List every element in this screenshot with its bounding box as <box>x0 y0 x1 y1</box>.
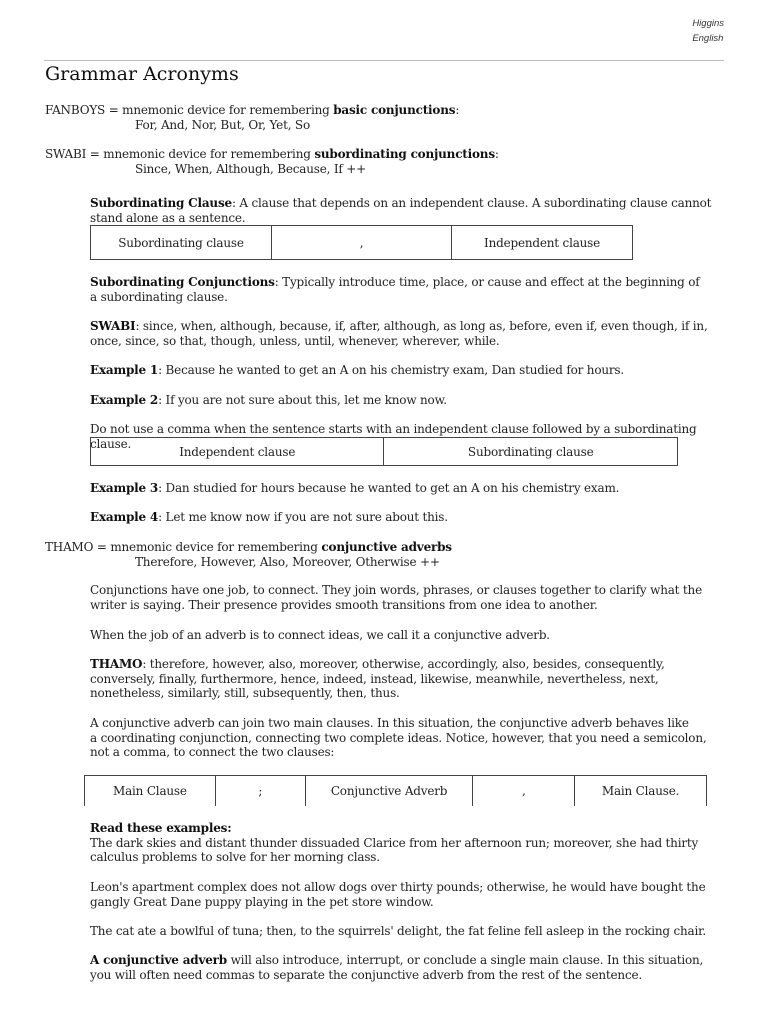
table-cell: , <box>473 776 575 807</box>
example-4: Example 4: Let me know now if you are not sure about this. <box>90 510 448 524</box>
page-title: Grammar Acronyms <box>45 63 239 85</box>
swabi-list: Since, When, Although, Because, If ++ <box>135 161 366 176</box>
clause-table-1 <box>90 225 633 260</box>
thamo-term: THAMO <box>45 540 94 554</box>
swabi-term: SWABI <box>45 147 87 161</box>
subordinating-conjunctions-para: Subordinating Conjunctions: Typically introduce time, place, or cause and effect at the beginning of a subordinating clause. <box>90 275 700 304</box>
example-1: Example 1: Because he wanted to get an A on his chemistry exam, Dan studied for hours. <box>90 363 624 377</box>
thamo-list-para: THAMO: therefore, however, also, moreover, otherwise, accordingly, also, besides, consequently, conversely, finally, furthermore, hence, indeed, instead, likewise, meanwhile, nevertheless, next, nonetheless, similarly, still, subsequently, then, thus. <box>90 657 665 700</box>
table-cell: ; <box>215 776 305 807</box>
subject-name: English <box>692 33 724 44</box>
table-cell: Independent clause <box>452 226 633 260</box>
fanboys-definition: FANBOYS = mnemonic device for remembering basic conjunctions: For, And, Nor, But, Or, Yet, So <box>45 103 725 132</box>
example-2: Example 2: If you are not sure about this, let me know now. <box>90 393 447 407</box>
author-name: Higgins <box>692 18 724 29</box>
table-cell: Main Clause <box>85 776 216 807</box>
adverb-para: When the job of an adverb is to connect ideas, we call it a conjunctive adverb. <box>90 628 550 642</box>
swabi-definition: SWABI = mnemonic device for remembering subordinating conjunctions: Since, When, Although, Because, If ++ <box>45 147 725 176</box>
comma-note: Do not use a comma when the sentence starts with an independent clause followed by a subordinating clause. <box>90 422 697 451</box>
example-3: Example 3: Dan studied for hours because he wanted to get an A on his chemistry exam. <box>90 481 620 495</box>
fanboys-list: For, And, Nor, But, Or, Yet, So <box>135 117 310 132</box>
swabi-list-para: SWABI: since, when, although, because, if, after, although, as long as, before, even if, even though, if in, once, since, so that, though, unless, until, whenever, wherever, while. <box>90 319 708 348</box>
leon-para: Leon's apartment complex does not allow dogs over thirty pounds; otherwise, he would have bought the gangly Great Dane puppy playing in the pet store window. <box>90 880 706 909</box>
fanboys-term: FANBOYS <box>45 103 106 117</box>
thamo-list: Therefore, However, Also, Moreover, Otherwise ++ <box>135 554 440 569</box>
thamo-definition: THAMO = mnemonic device for remembering conjunctive adverbs Therefore, However, Also, Moreover, Otherwise ++ <box>45 540 725 569</box>
clause-table-2 <box>90 437 678 466</box>
table-cell: , <box>271 226 451 260</box>
document-header <box>692 16 724 46</box>
subordinating-clause-para: Subordinating Clause: A clause that depends on an independent clause. A subordinating clause cannot stand alone as a sentence. <box>90 196 712 225</box>
table-cell: Main Clause. <box>575 776 707 807</box>
clause-table-3 <box>84 775 707 806</box>
header-rule <box>44 60 724 61</box>
table-cell: Independent clause <box>91 438 384 466</box>
join-para: A conjunctive adverb can join two main clauses. In this situation, the conjunctive adverb behaves like a coordinating conjunction, connecting two complete ideas. Notice, however, that you need a semicolon, not a comma, to connect the two clauses: <box>90 716 707 759</box>
table-cell: Subordinating clause <box>384 438 678 466</box>
read-examples-para: Read these examples: The dark skies and distant thunder dissuaded Clarice from her afternoon run; moreover, she had thirty calculus problems to solve for her morning class. <box>90 821 699 864</box>
table-cell: Conjunctive Adverb <box>305 776 473 807</box>
conjunctions-para: Conjunctions have one job, to connect. They join words, phrases, or clauses together to clarify what the writer is saying. Their presence provides smooth transitions from one idea to another. <box>90 583 702 612</box>
final-para: A conjunctive adverb will also introduce, interrupt, or conclude a single main clause. In this situation, you will often need commas to separate the conjunctive adverb from the rest of the sentence. <box>90 953 704 982</box>
cat-para: The cat ate a bowlful of tuna; then, to the squirrels' delight, the fat feline fell asleep in the rocking chair. <box>90 924 706 938</box>
table-cell: Subordinating clause <box>91 226 272 260</box>
